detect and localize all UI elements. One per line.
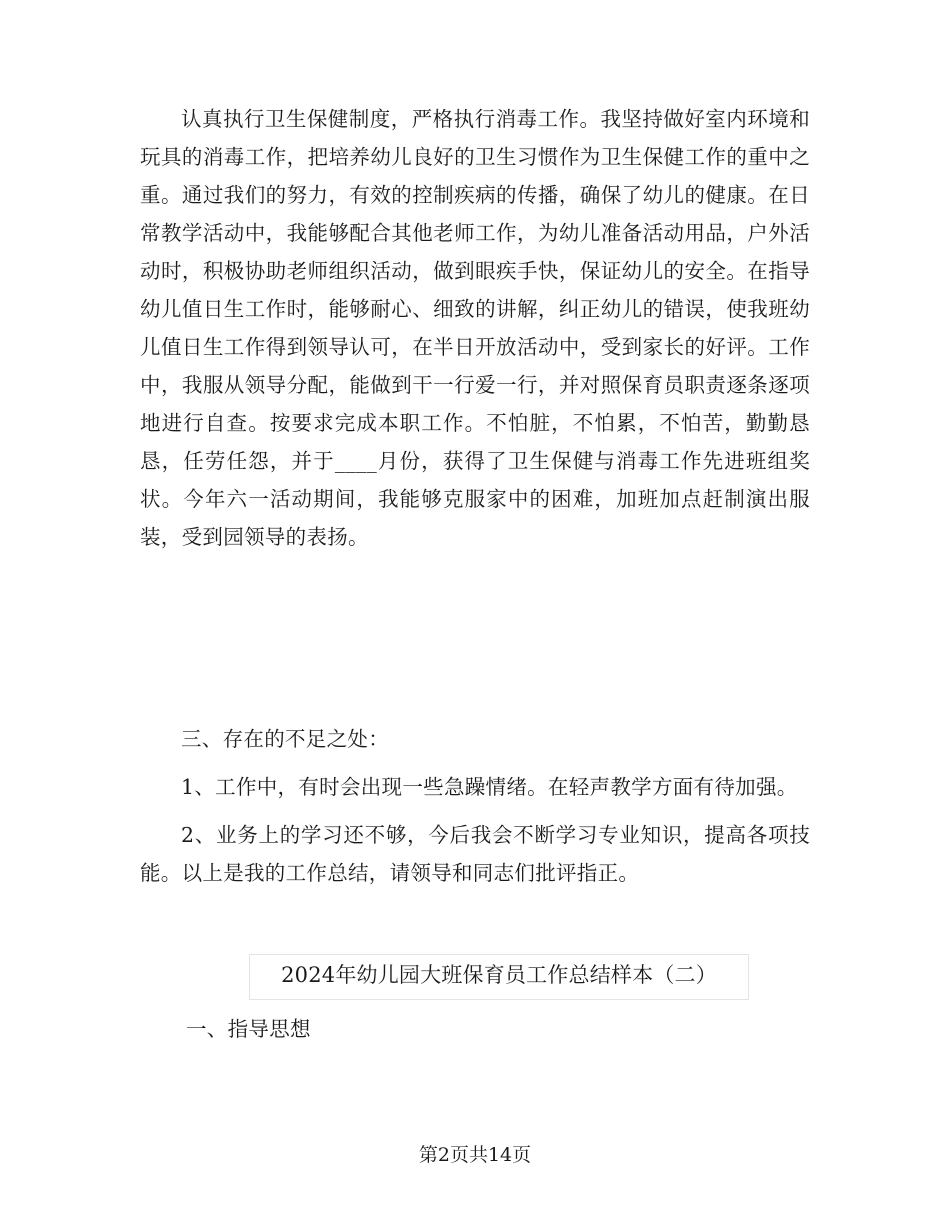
section-heading-guiding-thought: 一、指导思想 xyxy=(186,1017,311,1041)
document-title: 2024年幼儿园大班保育员工作总结样本（二） xyxy=(249,954,749,1000)
list-item: 2、业务上的学习还不够，今后我会不断学习专业知识，提高各项技能。以上是我的工作总结，请领导和同志们批评指正。 xyxy=(140,823,810,885)
list-item: 1、工作中，有时会出现一些急躁情绪。在轻声教学方面有待加强。 xyxy=(181,775,798,799)
document-body xyxy=(140,100,810,892)
page-number: 第2页共14页 xyxy=(418,1144,532,1166)
section-heading-shortcomings: 三、存在的不足之处： xyxy=(181,727,389,751)
body-paragraph: 认真执行卫生保健制度，严格执行消毒工作。我坚持做好室内环境和玩具的消毒工作，把培养幼儿良好的卫生习惯作为卫生保健工作的重中之重。通过我们的努力，有效的控制疾病的传播，确保了幼儿的健康。在日常教学活动中，我能够配合其他老师工作，为幼儿准备活动用品，户外活动时，积极协助老师组织活动，做到眼疾手快，保证幼儿的安全。在指导幼儿值日生工作时，能够耐心、细致的讲解，纠正幼儿的错误，使我班幼儿值日生工作得到领导认可，在半日开放活动中，受到家长的好评。工作中，我服从领导分配，能做到干一行爱一行，并对照保育员职责逐条逐项地进行自查。按要求完成本职工作。不怕脏，不怕累，不怕苦，勤勤恳恳，任劳任怨，并于____月份，获得了卫生保健与消毒工作先进班组奖状。今年六一活动期间，我能够克服家中的困难，加班加点赶制演出服装，受到园领导的表扬。 xyxy=(140,107,810,549)
